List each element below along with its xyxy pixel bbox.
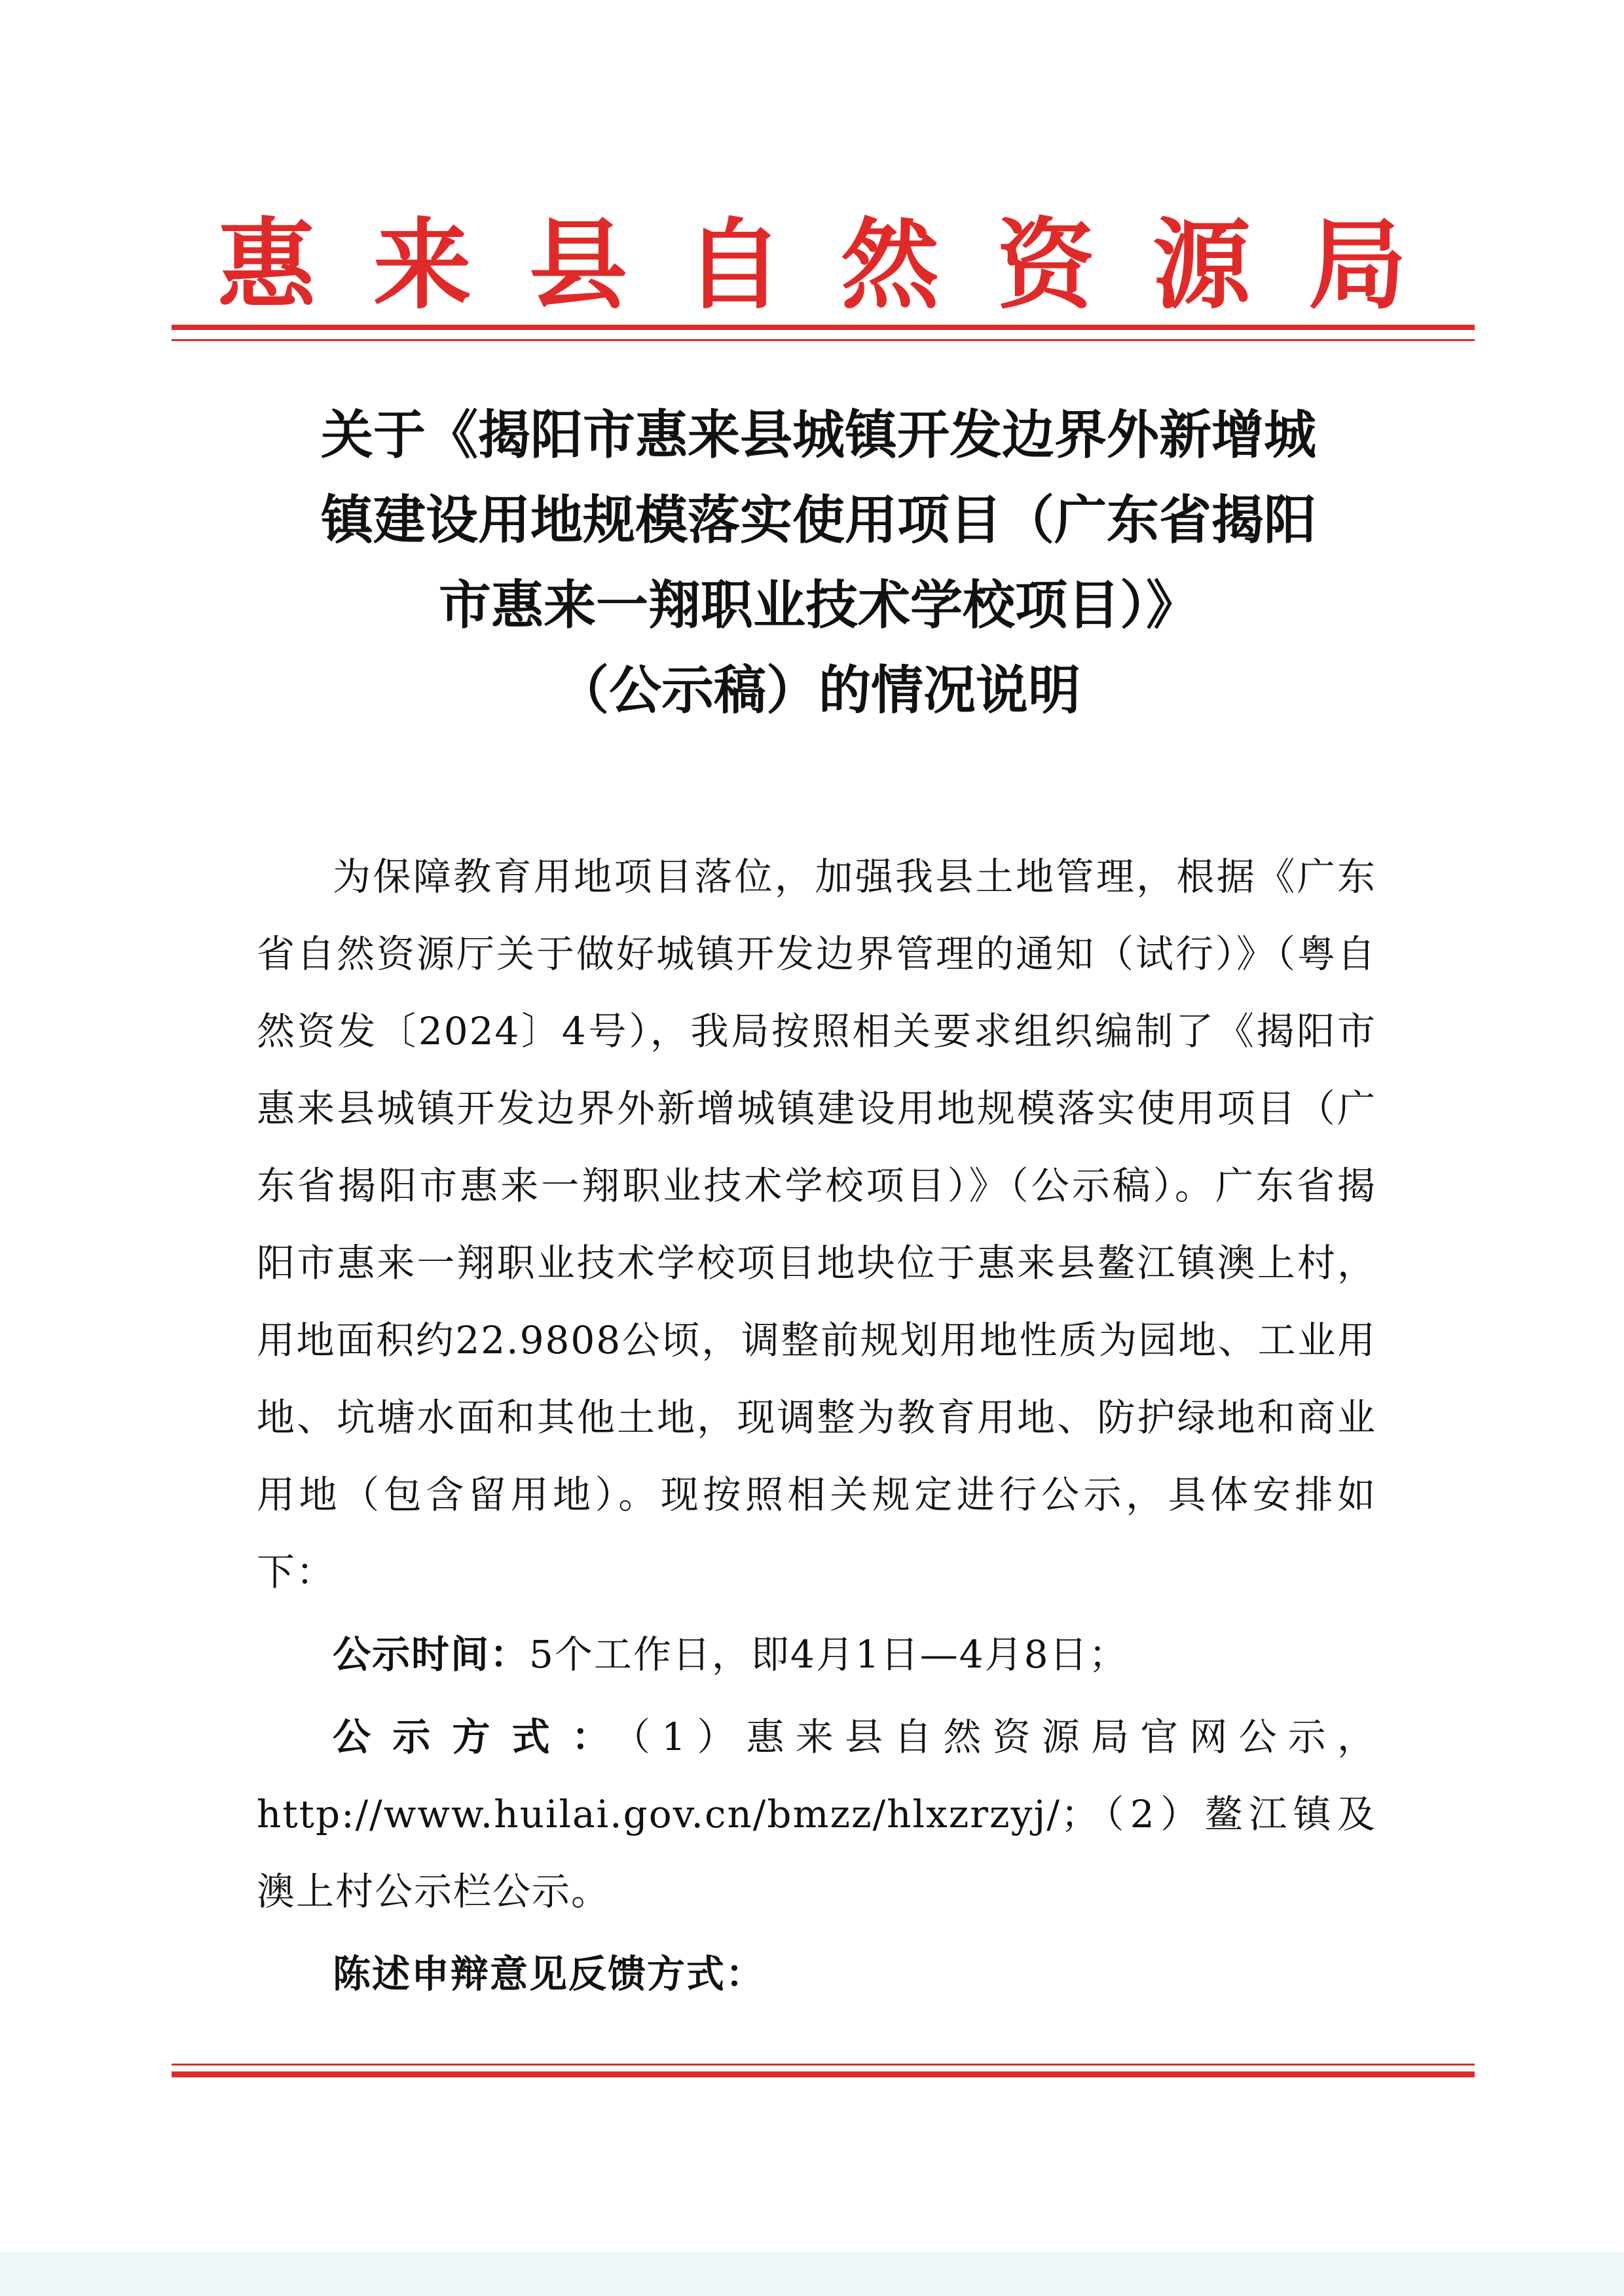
letterhead-org-name: 惠来县自然资源局 bbox=[217, 208, 1464, 323]
publicity-time-value: 5个工作日，即4月1日—4月8日； bbox=[529, 1632, 1128, 1677]
publicity-method-paragraph bbox=[257, 1698, 1376, 1930]
document-title bbox=[242, 393, 1395, 733]
letterhead-rule-thick bbox=[172, 325, 1475, 330]
intro-paragraph: 为保障教育用地项目落位，加强我县土地管理，根据《广东省自然资源厅关于做好城镇开发边界管理的通知（试行）》（粤自然资发〔2024〕4号），我局按照相关要求组织编制了《揭阳市惠来县城镇开发边界外新增城镇建设用地规模落实使用项目（广东省揭阳市惠来一翔职业技术学校项目）》（公示稿）。广东省揭阳市惠来一翔职业技术学校项目地块位于惠来县鳌江镇澳上村，用地面积约22.9808公顷，调整前规划用地性质为园地、工业用地、坑塘水面和其他土地，现调整为教育用地、防护绿地和商业用地（包含留用地）。现按照相关规定进行公示，具体安排如下： bbox=[257, 854, 1376, 1594]
letterhead-rule-thin bbox=[172, 339, 1475, 341]
title-line: 市惠来一翔职业技术学校项目）》 bbox=[439, 575, 1198, 636]
title-line: （公示稿）的情况说明 bbox=[557, 660, 1080, 721]
feedback-label: 陈述申辩意见反馈方式： bbox=[333, 1952, 766, 1996]
feedback-paragraph bbox=[257, 1935, 1376, 2013]
footer-rule-thin bbox=[172, 2064, 1475, 2066]
publicity-method-label: 公示方式： bbox=[333, 1715, 632, 1759]
publicity-time-label: 公示时间： bbox=[333, 1632, 530, 1677]
scan-edge-band bbox=[0, 2252, 1624, 2296]
title-line: 镇建设用地规模落实使用项目（广东省揭阳 bbox=[321, 490, 1316, 551]
publicity-method-value: （1）惠来县自然资源局官网公示，http://www.huilai.gov.cn/bmzz/hlxzrzyj/；（2）鳌江镇及澳上村公示栏公示。 bbox=[257, 1715, 1376, 1914]
publicity-time-paragraph bbox=[257, 1616, 1376, 1693]
footer-rule-thick bbox=[172, 2071, 1475, 2077]
title-line: 关于《揭阳市惠来县城镇开发边界外新增城 bbox=[321, 405, 1316, 465]
document-body bbox=[257, 838, 1376, 2013]
